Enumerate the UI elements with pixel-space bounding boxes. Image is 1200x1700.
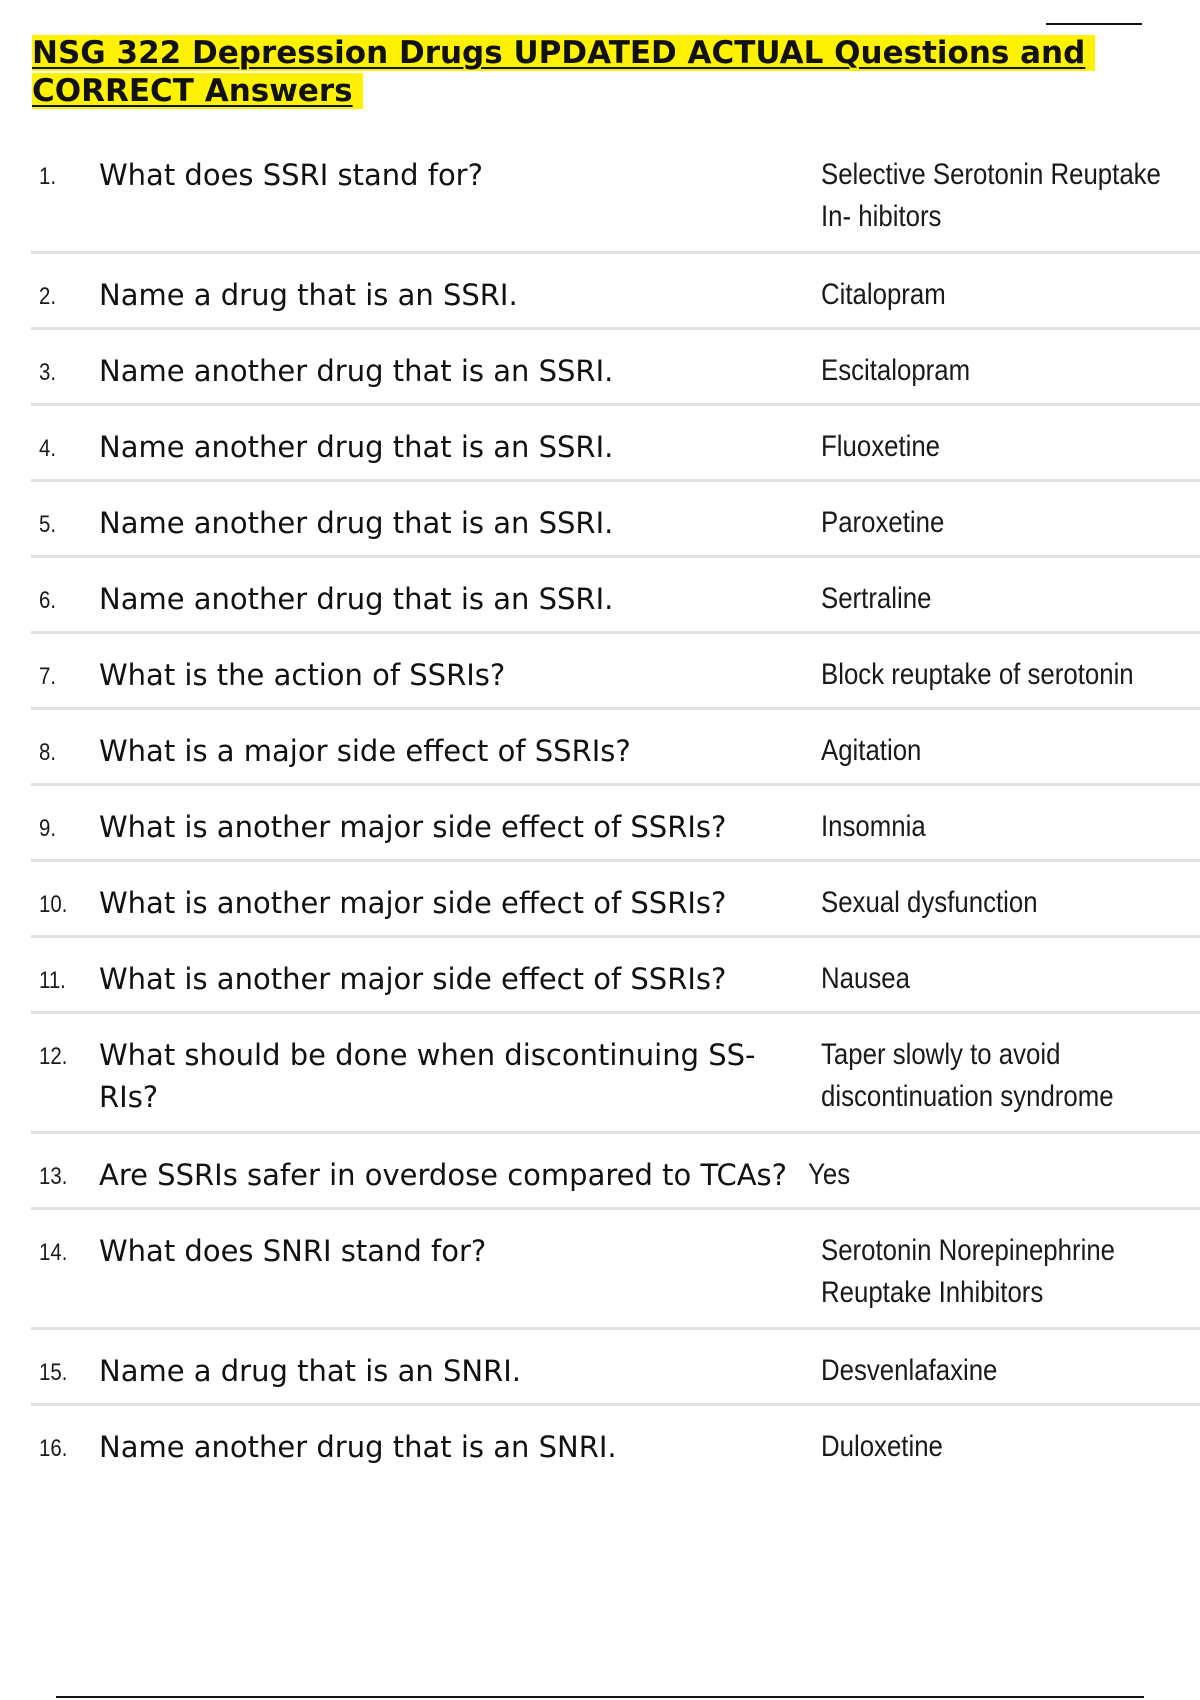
question-text: What is the action of SSRIs? [99,658,506,692]
title-trailing-rule [1046,23,1142,25]
item-number: 14. [39,1239,68,1266]
answer-text: Citalopram [821,278,946,311]
item-number: 1. [39,163,57,190]
qa-row [31,134,1200,254]
answer-text: Sexual dysfunction [821,886,1038,919]
question-text: What is another major side effect of SSRIs? [99,810,727,844]
qa-row [31,558,1200,634]
qa-row [31,1014,1200,1134]
question-text: Name another drug that is an SSRI. [99,582,614,616]
qa-row [31,710,1200,786]
question-text: Name another drug that is an SSRI. [99,430,614,464]
answer-text: Duloxetine [821,1430,943,1463]
item-number: 9. [39,815,57,842]
item-number: 2. [39,283,57,310]
question-text: Name another drug that is an SSRI. [99,354,614,388]
question-text: What is another major side effect of SSRIs? [99,962,727,996]
item-number: 11. [39,967,66,994]
qa-row [31,1134,1200,1210]
item-number: 10. [39,891,68,918]
title-line-1 [32,34,1142,72]
qa-row [31,406,1200,482]
qa-row [31,634,1200,710]
item-number: 4. [39,435,57,462]
question-text: What does SSRI stand for? [99,158,483,192]
qa-row [31,330,1200,406]
question-text: Are SSRIs safer in overdose compared to TCAs? [99,1158,788,1192]
item-number: 15. [39,1359,68,1386]
answer-text: Block reuptake of serotonin [821,658,1134,691]
question-text: What should be done when discontinuing SS- RIs? [99,1038,756,1114]
title-text-line-2: CORRECT Answers [32,73,363,109]
question-text: Name another drug that is an SNRI. [99,1430,617,1464]
qa-row [31,862,1200,938]
item-number: 3. [39,359,57,386]
answer-text: Escitalopram [821,354,971,387]
item-number: 7. [39,663,57,690]
answer-text: Desvenlafaxine [821,1354,998,1387]
qa-row [31,1210,1200,1330]
item-number: 12. [39,1043,68,1070]
title-text-line-1: NSG 322 Depression Drugs UPDATED ACTUAL Questions and [32,35,1095,71]
question-text: Name a drug that is an SSRI. [99,278,518,312]
question-text: Name another drug that is an SSRI. [99,506,614,540]
qa-row [31,482,1200,558]
qa-list [31,134,1200,1482]
answer-text: Selective Serotonin Reuptake In- hibitors [821,158,1161,233]
qa-row [31,786,1200,862]
answer-text: Serotonin Norepinephrine Reuptake Inhibitors [821,1234,1116,1309]
answer-text: Paroxetine [821,506,945,539]
document-title [32,34,1142,110]
question-text: Name a drug that is an SNRI. [99,1354,521,1388]
answer-text: Taper slowly to avoid discontinuation syndrome [821,1038,1114,1113]
item-number: 16. [39,1435,68,1462]
qa-row [31,254,1200,330]
question-text: What does SNRI stand for? [99,1234,487,1268]
title-line-2 [32,72,1142,110]
item-number: 13. [39,1163,68,1190]
answer-text: Nausea [821,962,910,995]
answer-text: Insomnia [821,810,926,843]
question-text: What is another major side effect of SSRIs? [99,886,727,920]
footer-rule [56,1696,1144,1698]
qa-row [31,938,1200,1014]
item-number: 6. [39,587,57,614]
qa-row [31,1406,1200,1482]
item-number: 5. [39,511,57,538]
answer-text: Yes [808,1158,851,1191]
qa-row [31,1330,1200,1406]
answer-text: Agitation [821,734,922,767]
answer-text: Fluoxetine [821,430,941,463]
item-number: 8. [39,739,57,766]
answer-text: Sertraline [821,582,932,615]
question-text: What is a major side effect of SSRIs? [99,734,631,768]
